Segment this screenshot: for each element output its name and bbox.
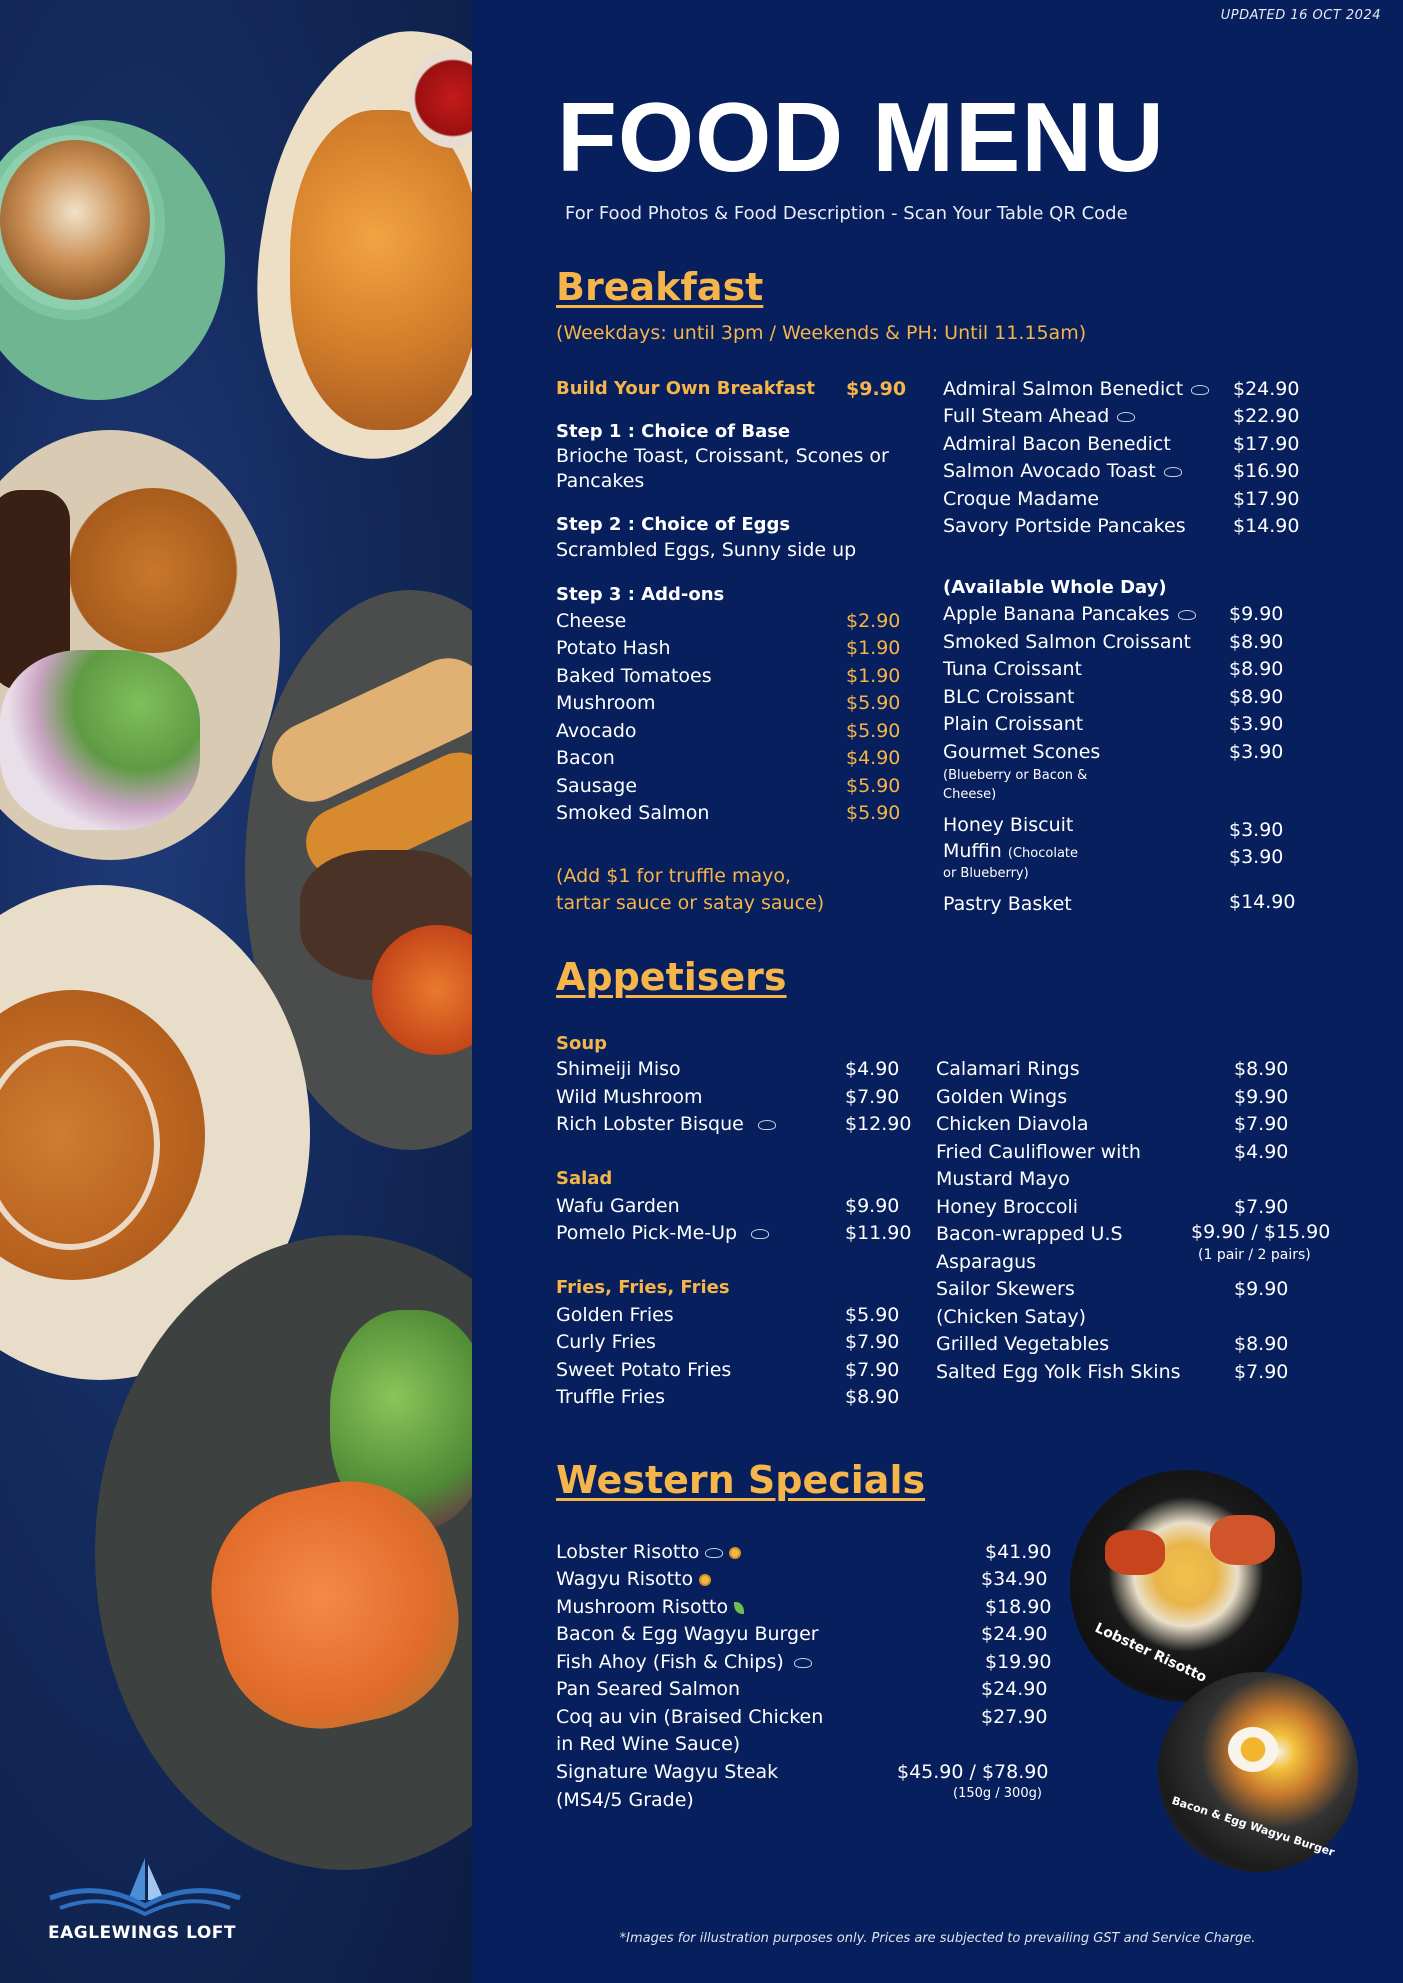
photo-caption: Lobster Risotto bbox=[1092, 1620, 1210, 1686]
satay-sauce-image bbox=[68, 488, 238, 653]
item-price: $24.90 bbox=[981, 1678, 1048, 1700]
menu-item: Calamari Rings bbox=[936, 1058, 1080, 1080]
menu-item: Sweet Potato Fries bbox=[556, 1359, 732, 1381]
menu-item: (MS4/5 Grade) bbox=[556, 1789, 694, 1811]
bacon-egg-wagyu-burger-photo bbox=[1158, 1672, 1358, 1872]
step2-text: Scrambled Eggs, Sunny side up bbox=[556, 539, 857, 561]
addon-item: Cheese bbox=[556, 610, 627, 632]
menu-item: Pastry Basket bbox=[943, 893, 1072, 915]
menu-item: Bacon & Egg Wagyu Burger bbox=[556, 1623, 819, 1645]
item-price: $9.90 bbox=[1229, 603, 1284, 625]
lobster-risotto-photo bbox=[1070, 1470, 1302, 1702]
addon-item: Bacon bbox=[556, 747, 615, 769]
appetisers-heading: Appetisers bbox=[556, 955, 787, 999]
photo-caption: Bacon & Egg Wagyu Burger bbox=[1170, 1794, 1337, 1859]
item-price: $7.90 bbox=[1234, 1361, 1289, 1383]
item-price: $4.90 bbox=[1234, 1141, 1289, 1163]
menu-item: Wafu Garden bbox=[556, 1195, 680, 1217]
menu-item: Honey Broccoli bbox=[936, 1196, 1079, 1218]
lobster-image bbox=[1105, 1530, 1165, 1575]
item-price: $9.90 / $15.90 bbox=[1191, 1221, 1331, 1243]
appetisers-left-column bbox=[556, 1033, 916, 1413]
item-price: $8.90 bbox=[1229, 658, 1284, 680]
menu-item bbox=[943, 840, 1078, 862]
chef-recommend-icon bbox=[705, 1548, 723, 1558]
chef-recommend-icon bbox=[758, 1120, 776, 1130]
addon-item: Baked Tomatoes bbox=[556, 665, 712, 687]
addon-price: $1.90 bbox=[846, 665, 901, 687]
award-icon bbox=[729, 1547, 741, 1559]
item-price: $7.90 bbox=[1234, 1196, 1289, 1218]
addon-price: $5.90 bbox=[846, 720, 901, 742]
sauce-note: tartar sauce or satay sauce) bbox=[556, 892, 825, 914]
item-price: $14.90 bbox=[1229, 891, 1296, 913]
item-name: Muffin bbox=[943, 840, 1002, 862]
addon-item: Mushroom bbox=[556, 692, 656, 714]
menu-item bbox=[556, 1596, 744, 1618]
lobster-image bbox=[1210, 1515, 1275, 1565]
item-price: $9.90 bbox=[1234, 1278, 1289, 1300]
item-name: Rich Lobster Bisque bbox=[556, 1113, 744, 1135]
addon-item: Sausage bbox=[556, 775, 638, 797]
menu-item: Grilled Vegetables bbox=[936, 1333, 1110, 1355]
item-price: $45.90 / $78.90 bbox=[897, 1761, 1049, 1783]
menu-item: Admiral Bacon Benedict bbox=[943, 433, 1171, 455]
item-price: $27.90 bbox=[981, 1706, 1048, 1728]
soup-heading: Soup bbox=[556, 1033, 608, 1054]
food-photo-column bbox=[0, 0, 472, 1983]
item-name: Fish Ahoy (Fish & Chips) bbox=[556, 1651, 784, 1673]
item-price: $3.90 bbox=[1229, 741, 1284, 763]
latte-art-image bbox=[0, 140, 150, 300]
item-price: $8.90 bbox=[845, 1386, 900, 1408]
menu-item: BLC Croissant bbox=[943, 686, 1075, 708]
item-note: (Chocolate bbox=[1007, 846, 1079, 861]
addon-price: $1.90 bbox=[846, 637, 901, 659]
menu-item bbox=[556, 1113, 776, 1135]
item-price: $7.90 bbox=[845, 1331, 900, 1353]
menu-item: Sailor Skewers bbox=[936, 1278, 1075, 1300]
item-note: or Blueberry) bbox=[943, 866, 1029, 881]
build-your-own-label: Build Your Own Breakfast bbox=[556, 378, 815, 399]
item-name: Salmon Avocado Toast bbox=[943, 460, 1156, 482]
step1-title: Step 1 : Choice of Base bbox=[556, 421, 791, 442]
western-specials-list bbox=[556, 1541, 1056, 1821]
salad-heading: Salad bbox=[556, 1168, 613, 1189]
item-price: $34.90 bbox=[981, 1568, 1048, 1590]
updated-date: UPDATED 16 OCT 2024 bbox=[1220, 8, 1381, 23]
menu-item bbox=[943, 405, 1135, 427]
menu-item bbox=[556, 1568, 711, 1590]
menu-item: Fried Cauliflower with bbox=[936, 1141, 1141, 1163]
item-price: $9.90 bbox=[1234, 1086, 1289, 1108]
item-price-note: (150g / 300g) bbox=[953, 1786, 1042, 1801]
item-price: $41.90 bbox=[985, 1541, 1052, 1563]
addon-item: Smoked Salmon bbox=[556, 802, 710, 824]
addon-price: $2.90 bbox=[846, 610, 901, 632]
menu-item: Wild Mushroom bbox=[556, 1086, 703, 1108]
breakfast-hours-note: (Weekdays: until 3pm / Weekends & PH: Until 11.15am) bbox=[556, 322, 1087, 344]
item-note: (Blueberry or Bacon & bbox=[943, 768, 1088, 783]
item-price: $18.90 bbox=[985, 1596, 1052, 1618]
menu-item: Salted Egg Yolk Fish Skins bbox=[936, 1361, 1181, 1383]
item-price: $19.90 bbox=[985, 1651, 1052, 1673]
menu-item bbox=[556, 1222, 769, 1244]
menu-item bbox=[943, 603, 1196, 625]
award-icon bbox=[699, 1574, 711, 1586]
breakfast-build-column bbox=[556, 378, 916, 918]
menu-item: Curly Fries bbox=[556, 1331, 656, 1353]
item-price: $17.90 bbox=[1233, 433, 1300, 455]
item-price: $14.90 bbox=[1233, 515, 1300, 537]
item-price: $22.90 bbox=[1233, 405, 1300, 427]
menu-panel bbox=[472, 0, 1403, 1983]
breakfast-mains-column bbox=[943, 378, 1363, 918]
menu-item: Golden Fries bbox=[556, 1304, 674, 1326]
breakfast-heading: Breakfast bbox=[556, 265, 764, 309]
menu-item: Tuna Croissant bbox=[943, 658, 1082, 680]
step3-title: Step 3 : Add-ons bbox=[556, 584, 725, 605]
menu-item: Honey Biscuit bbox=[943, 814, 1074, 836]
appetisers-right-column bbox=[936, 1058, 1376, 1388]
step2-title: Step 2 : Choice of Eggs bbox=[556, 514, 791, 535]
item-price: $3.90 bbox=[1229, 846, 1284, 868]
menu-item bbox=[943, 460, 1182, 482]
fried-egg-image bbox=[1228, 1727, 1278, 1772]
menu-item: Golden Wings bbox=[936, 1086, 1068, 1108]
curly-fries-image bbox=[290, 110, 472, 430]
item-price: $7.90 bbox=[845, 1086, 900, 1108]
addon-item: Potato Hash bbox=[556, 637, 671, 659]
chef-recommend-icon bbox=[751, 1229, 769, 1239]
chef-recommend-icon bbox=[794, 1658, 812, 1668]
western-specials-heading: Western Specials bbox=[556, 1458, 926, 1502]
item-price: $7.90 bbox=[845, 1359, 900, 1381]
build-your-own-price: $9.90 bbox=[846, 378, 907, 400]
item-price: $24.90 bbox=[981, 1623, 1048, 1645]
item-price: $7.90 bbox=[1234, 1113, 1289, 1135]
item-note: Cheese) bbox=[943, 787, 997, 802]
item-name: Wagyu Risotto bbox=[556, 1568, 694, 1590]
chef-recommend-icon bbox=[1164, 467, 1182, 477]
menu-item: Chicken Diavola bbox=[936, 1113, 1089, 1135]
item-price: $12.90 bbox=[845, 1113, 912, 1135]
item-price: $3.90 bbox=[1229, 819, 1284, 841]
menu-item: Gourmet Scones bbox=[943, 741, 1101, 763]
addon-price: $4.90 bbox=[846, 747, 901, 769]
menu-item: Signature Wagyu Steak bbox=[556, 1761, 779, 1783]
menu-item: Shimeiji Miso bbox=[556, 1058, 681, 1080]
step1-text: Pancakes bbox=[556, 470, 645, 492]
item-name: Full Steam Ahead bbox=[943, 405, 1110, 427]
cucumber-onion-image bbox=[0, 650, 200, 830]
item-price-note: (1 pair / 2 pairs) bbox=[1198, 1247, 1311, 1263]
menu-item: in Red Wine Sauce) bbox=[556, 1733, 741, 1755]
menu-item bbox=[943, 378, 1209, 400]
brand-name: EAGLEWINGS LOFT bbox=[48, 1923, 236, 1943]
item-price: $11.90 bbox=[845, 1222, 912, 1244]
menu-item: Coq au vin (Braised Chicken bbox=[556, 1706, 824, 1728]
menu-item: Croque Madame bbox=[943, 488, 1100, 510]
menu-item: Savory Portside Pancakes bbox=[943, 515, 1186, 537]
menu-item: Plain Croissant bbox=[943, 713, 1084, 735]
chef-recommend-icon bbox=[1117, 412, 1135, 422]
item-price: $24.90 bbox=[1233, 378, 1300, 400]
item-price: $8.90 bbox=[1229, 686, 1284, 708]
item-price: $5.90 bbox=[845, 1304, 900, 1326]
menu-item: Smoked Salmon Croissant bbox=[943, 631, 1192, 653]
page-subtitle: For Food Photos & Food Description - Scan Your Table QR Code bbox=[565, 203, 1128, 224]
item-price: $3.90 bbox=[1229, 713, 1284, 735]
addon-price: $5.90 bbox=[846, 692, 901, 714]
item-name: Apple Banana Pancakes bbox=[943, 603, 1170, 625]
item-price: $8.90 bbox=[1234, 1333, 1289, 1355]
eaglewings-logo-icon bbox=[40, 1850, 250, 1920]
chef-recommend-icon bbox=[1191, 385, 1209, 395]
addon-price: $5.90 bbox=[846, 802, 901, 824]
item-price: $16.90 bbox=[1233, 460, 1300, 482]
item-price: $9.90 bbox=[845, 1195, 900, 1217]
menu-item bbox=[556, 1541, 741, 1563]
item-name: Mushroom Risotto bbox=[556, 1596, 729, 1618]
item-price: $8.90 bbox=[1234, 1058, 1289, 1080]
menu-item bbox=[556, 1651, 812, 1673]
item-name: Lobster Risotto bbox=[556, 1541, 700, 1563]
sauce-note: (Add $1 for truffle mayo, bbox=[556, 865, 792, 887]
item-price: $8.90 bbox=[1229, 631, 1284, 653]
menu-item: Truffle Fries bbox=[556, 1386, 665, 1408]
item-price: $4.90 bbox=[845, 1058, 900, 1080]
addon-price: $5.90 bbox=[846, 775, 901, 797]
item-name: Pomelo Pick-Me-Up bbox=[556, 1222, 738, 1244]
vegetarian-leaf-icon bbox=[734, 1602, 744, 1614]
page-title: FOOD MENU bbox=[557, 82, 1165, 192]
fries-heading: Fries, Fries, Fries bbox=[556, 1277, 730, 1298]
menu-item: Bacon-wrapped U.S bbox=[936, 1223, 1123, 1245]
all-day-heading: (Available Whole Day) bbox=[943, 577, 1167, 598]
chef-recommend-icon bbox=[1178, 610, 1196, 620]
menu-item: Mustard Mayo bbox=[936, 1168, 1070, 1190]
addon-item: Avocado bbox=[556, 720, 637, 742]
menu-item: Asparagus bbox=[936, 1251, 1037, 1273]
item-name: Admiral Salmon Benedict bbox=[943, 378, 1184, 400]
step1-text: Brioche Toast, Croissant, Scones or bbox=[556, 445, 889, 467]
item-price: $17.90 bbox=[1233, 488, 1300, 510]
menu-item: (Chicken Satay) bbox=[936, 1306, 1086, 1328]
menu-item: Pan Seared Salmon bbox=[556, 1678, 741, 1700]
disclaimer-footnote: *Images for illustration purposes only. Prices are subjected to prevailing GST and Service Charge. bbox=[619, 1931, 1256, 1946]
